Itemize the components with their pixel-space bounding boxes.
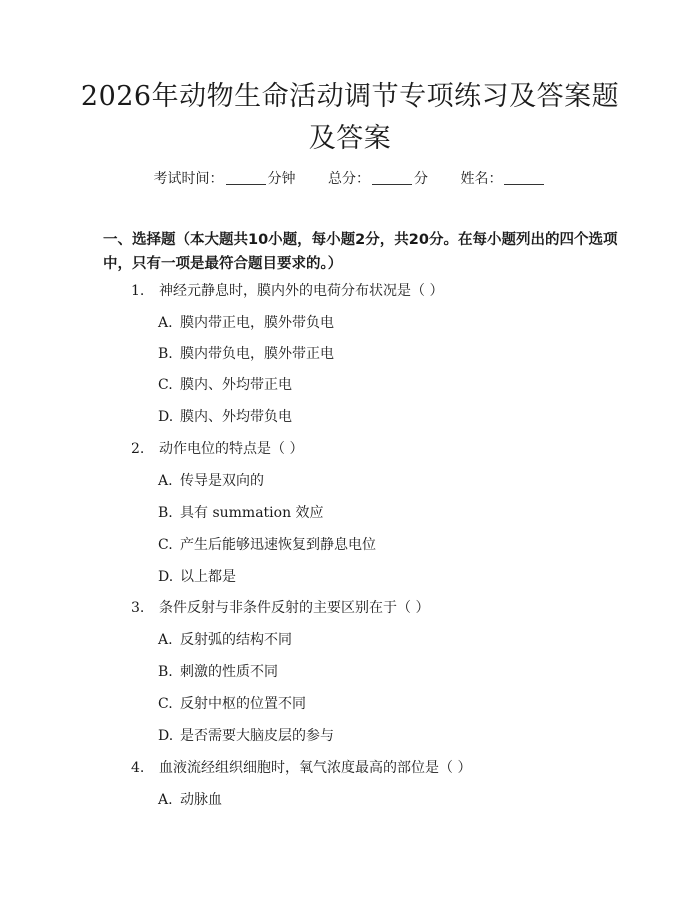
question-2-option-d [158, 567, 236, 587]
option-text: 膜内带正电，膜外带负电 [180, 315, 334, 331]
option-letter: C. [158, 377, 173, 393]
question-number: 1. [131, 283, 145, 299]
name-blank [504, 170, 544, 185]
question-2-option-c [158, 535, 376, 555]
name-field [460, 168, 546, 188]
question-number: 2. [131, 441, 145, 457]
option-text: 是否需要大脑皮层的参与 [180, 728, 334, 744]
page-title [60, 76, 640, 160]
option-text: 刺激的性质不同 [180, 664, 278, 680]
title-line-1: 2026年动物生命活动调节专项练习及答案题 [80, 81, 620, 112]
option-letter: A. [158, 473, 173, 489]
exam-meta [0, 168, 700, 188]
question-text: 动作电位的特点是（ ） [159, 441, 304, 457]
option-text: 反射弧的结构不同 [180, 632, 292, 648]
question-1-option-a [158, 313, 334, 333]
question-4-option-a [158, 790, 222, 810]
question-1-option-c [158, 375, 292, 395]
question-1 [131, 281, 443, 301]
question-1-option-b [158, 344, 334, 364]
question-1-option-d [158, 407, 292, 427]
name-label: 姓名： [460, 171, 503, 187]
question-2-option-b [158, 503, 324, 523]
question-3-option-c [158, 694, 306, 714]
total-score-blank [372, 170, 412, 185]
question-number: 4. [131, 760, 145, 776]
question-2-option-a [158, 471, 264, 491]
option-letter: B. [158, 346, 173, 362]
question-text: 血液流经组织细胞时，氧气浓度最高的部位是（ ） [159, 760, 472, 776]
exam-time-label: 考试时间： [153, 171, 224, 187]
question-4 [131, 758, 471, 778]
title-line-2: 及答案 [308, 123, 392, 154]
option-letter: B. [158, 505, 173, 521]
option-text: 反射中枢的位置不同 [180, 696, 306, 712]
option-letter: A. [158, 315, 173, 331]
exam-time-blank [226, 170, 266, 185]
option-text: 膜内、外均带正电 [180, 377, 292, 393]
option-text: 动脉血 [180, 792, 222, 808]
exam-time-unit: 分钟 [267, 171, 296, 187]
option-letter: D. [158, 409, 174, 425]
option-letter: D. [158, 569, 174, 585]
question-3-option-b [158, 662, 278, 682]
option-letter: C. [158, 537, 173, 553]
section-heading: 一、选择题（本大题共10小题，每小题2分，共20分。在每小题列出的四个选项中，只有一项是最符合题目要求的。） [103, 232, 618, 272]
question-number: 3. [131, 600, 145, 616]
option-letter: A. [158, 632, 173, 648]
question-3-option-a [158, 630, 292, 650]
question-2 [131, 439, 303, 459]
question-3-option-d [158, 726, 334, 746]
question-text: 条件反射与非条件反射的主要区别在于（ ） [159, 600, 430, 616]
exam-time-field [154, 168, 296, 188]
question-text: 神经元静息时，膜内外的电荷分布状况是（ ） [159, 283, 444, 299]
option-letter: A. [158, 792, 173, 808]
total-score-unit: 分 [414, 171, 428, 187]
option-letter: B. [158, 664, 173, 680]
option-text: 传导是双向的 [180, 473, 264, 489]
option-text: 具有 summation 效应 [180, 505, 324, 521]
question-3 [131, 598, 429, 618]
option-text: 产生后能够迅速恢复到静息电位 [180, 537, 376, 553]
option-text: 膜内带负电，膜外带正电 [180, 346, 334, 362]
total-score-label: 总分： [328, 171, 370, 187]
total-score-field [328, 168, 428, 188]
option-text: 以上都是 [180, 569, 236, 585]
option-letter: D. [158, 728, 174, 744]
option-text: 膜内、外均带负电 [180, 409, 292, 425]
option-letter: C. [158, 696, 173, 712]
